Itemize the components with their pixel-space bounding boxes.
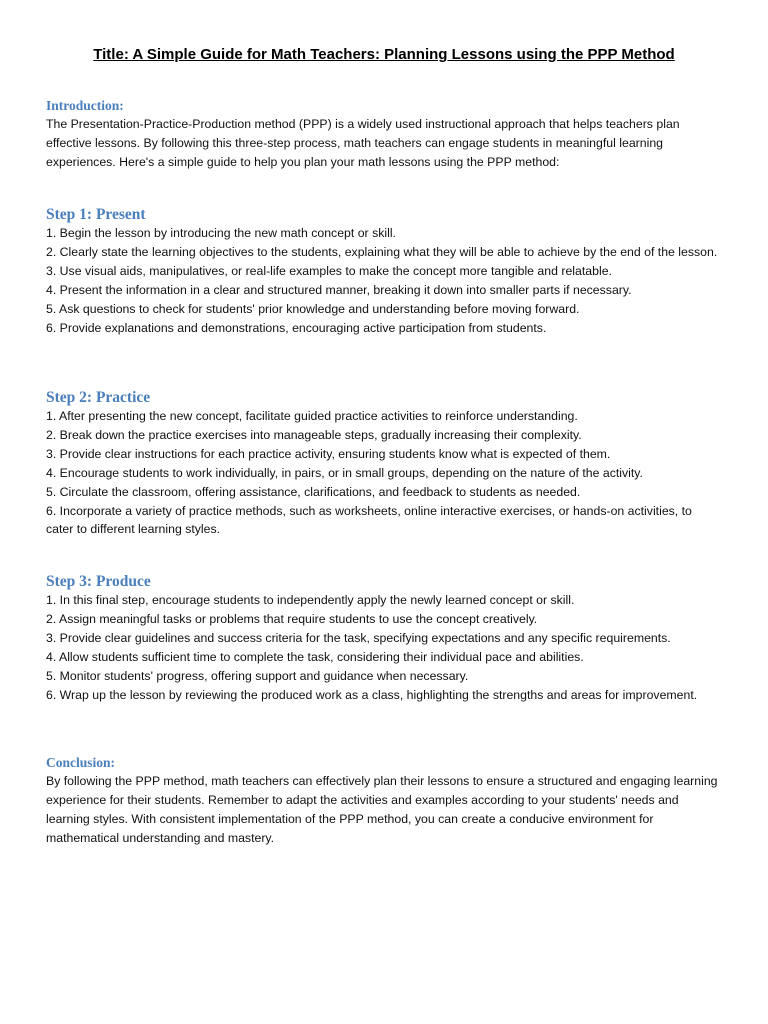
introduction-text: The Presentation-Practice-Production method (PPP) is a widely used instructional approach that helps teachers plan effective lessons. By following this three-step process, math teachers can engage students in meaningful learning experiences. Here's a simple guide to help you plan your math lessons using the PPP method: xyxy=(46,117,680,169)
list-item: 6. Provide explanations and demonstrations, encouraging active participation from students. xyxy=(46,320,547,335)
document-title: Title: A Simple Guide for Math Teachers: Planning Lessons using the PPP Method xyxy=(93,46,675,63)
list-item: 6. Incorporate a variety of practice methods, such as worksheets, online interactive exercises, or hands-on activities, to cater to different learning styles. xyxy=(46,503,692,537)
list-item: 3. Use visual aids, manipulatives, or real-life examples to make the concept more tangible and relatable. xyxy=(46,263,612,278)
step1-list xyxy=(46,224,722,337)
list-item: 2. Assign meaningful tasks or problems that require students to use the concept creatively. xyxy=(46,611,538,626)
step3-heading: Step 3: Produce xyxy=(46,573,151,590)
conclusion-text: By following the PPP method, math teachers can effectively plan their lessons to ensure a structured and engaging learning experience for their students. Remember to adapt the activities and examples according to your students' needs and learning styles. With consistent implementation of the PPP method, you can create a conducive environment for mathematical understanding and mastery. xyxy=(46,774,718,845)
conclusion-heading: Conclusion: xyxy=(46,755,116,770)
step2-list xyxy=(46,407,722,539)
list-item: 4. Encourage students to work individually, in pairs, or in small groups, depending on the nature of the activity. xyxy=(46,465,643,480)
introduction-section xyxy=(46,96,722,172)
conclusion-section xyxy=(46,753,722,848)
list-item: 1. Begin the lesson by introducing the new math concept or skill. xyxy=(46,226,396,240)
step2-heading: Step 2: Practice xyxy=(46,389,151,406)
step3-section xyxy=(46,572,722,704)
list-item: 3. Provide clear instructions for each practice activity, ensuring students know what is expected of them. xyxy=(46,446,611,461)
list-item: 4. Allow students sufficient time to complete the task, considering their individual pace and abilities. xyxy=(46,649,584,664)
list-item: 2. Clearly state the learning objectives to the students, explaining what they will be able to achieve by the end of the lesson. xyxy=(46,244,718,259)
list-item: 3. Provide clear guidelines and success criteria for the task, specifying expectations and any specific requirements. xyxy=(46,630,671,645)
list-item: 1. After presenting the new concept, facilitate guided practice activities to reinforce understanding. xyxy=(46,409,578,423)
list-item: 6. Wrap up the lesson by reviewing the produced work as a class, highlighting the strengths and areas for improvement. xyxy=(46,687,698,702)
list-item: 5. Monitor students' progress, offering support and guidance when necessary. xyxy=(46,668,469,683)
list-item: 4. Present the information in a clear and structured manner, breaking it down into smaller parts if necessary. xyxy=(46,282,632,297)
step2-section xyxy=(46,388,722,539)
step3-list xyxy=(46,591,722,704)
step1-section xyxy=(46,205,722,337)
list-item: 5. Ask questions to check for students' prior knowledge and understanding before moving forward. xyxy=(46,301,580,316)
list-item: 2. Break down the practice exercises into manageable steps, gradually increasing their complexity. xyxy=(46,427,582,442)
step1-heading: Step 1: Present xyxy=(46,206,146,223)
list-item: 5. Circulate the classroom, offering assistance, clarifications, and feedback to students as needed. xyxy=(46,484,581,499)
list-item: 1. In this final step, encourage students to independently apply the newly learned concept or skill. xyxy=(46,593,575,607)
introduction-heading: Introduction: xyxy=(46,98,124,113)
